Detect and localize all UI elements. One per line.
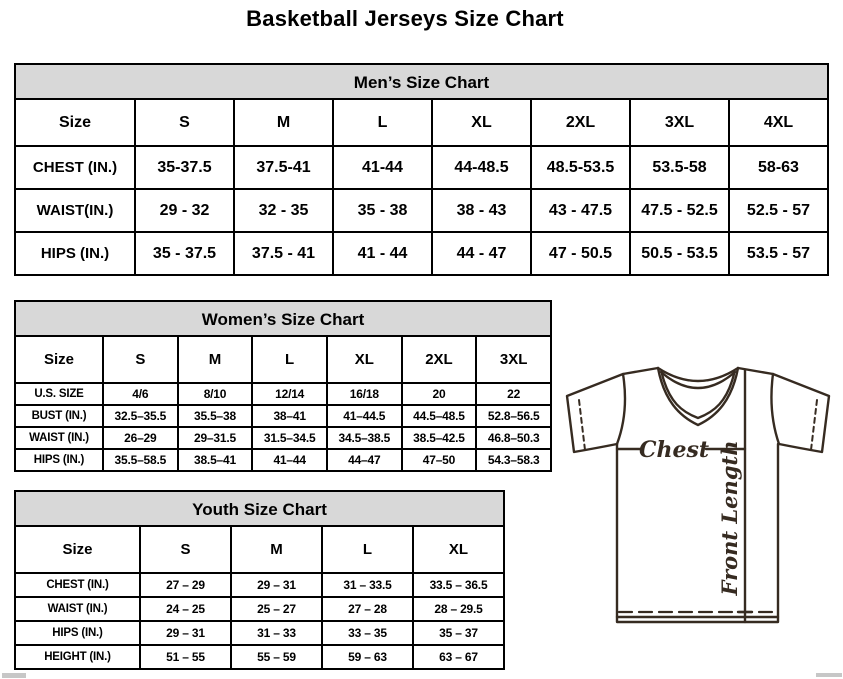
jersey-diagram-svg xyxy=(558,360,840,626)
size-value-cell: 29 – 31 xyxy=(140,621,231,645)
size-value-cell: 33 – 35 xyxy=(322,621,413,645)
scrollbar-fragment-left[interactable] xyxy=(2,673,26,678)
table-row xyxy=(15,573,504,597)
size-value-cell: 38.5–42.5 xyxy=(402,427,477,449)
size-column-header: 2XL xyxy=(531,99,630,146)
size-column-header: L xyxy=(252,336,327,383)
size-column-header: XL xyxy=(327,336,402,383)
size-column-header: S xyxy=(140,526,231,573)
size-value-cell: 48.5-53.5 xyxy=(531,146,630,189)
row-label: CHEST (IN.) xyxy=(15,573,140,597)
size-value-cell: 41–44 xyxy=(252,449,327,471)
size-value-cell: 33.5 – 36.5 xyxy=(413,573,504,597)
mens-size-chart xyxy=(14,63,829,276)
size-value-cell: 35 - 37.5 xyxy=(135,232,234,275)
size-value-cell: 35-37.5 xyxy=(135,146,234,189)
table-row xyxy=(15,383,551,405)
size-value-cell: 50.5 - 53.5 xyxy=(630,232,729,275)
size-value-cell: 32 - 35 xyxy=(234,189,333,232)
size-column-header: L xyxy=(333,99,432,146)
size-value-cell: 54.3–58.3 xyxy=(476,449,551,471)
size-value-cell: 31 – 33.5 xyxy=(322,573,413,597)
jersey-body-outline xyxy=(617,444,778,622)
size-value-cell: 20 xyxy=(402,383,477,405)
header-row xyxy=(15,336,551,383)
table-row xyxy=(15,232,828,275)
size-value-cell: 12/14 xyxy=(252,383,327,405)
jersey-measurement-diagram xyxy=(558,360,840,626)
jersey-right-cuff-dashed-line xyxy=(811,400,817,450)
size-value-cell: 29 – 31 xyxy=(231,573,322,597)
size-value-cell: 47–50 xyxy=(402,449,477,471)
size-column-header: S xyxy=(135,99,234,146)
header-row xyxy=(15,526,504,573)
row-label: WAIST (IN.) xyxy=(15,427,103,449)
size-value-cell: 28 – 29.5 xyxy=(413,597,504,621)
womens-size-table xyxy=(14,335,552,472)
youth-size-chart xyxy=(14,490,505,670)
size-value-cell: 44 - 47 xyxy=(432,232,531,275)
page-title: Basketball Jerseys Size Chart xyxy=(246,6,564,31)
size-corner-header: Size xyxy=(15,99,135,146)
size-column-header: L xyxy=(322,526,413,573)
size-value-cell: 41–44.5 xyxy=(327,405,402,427)
size-value-cell: 35.5–58.5 xyxy=(103,449,178,471)
size-value-cell: 37.5 - 41 xyxy=(234,232,333,275)
youth-size-table xyxy=(14,525,505,670)
size-value-cell: 4/6 xyxy=(103,383,178,405)
header-row xyxy=(15,99,828,146)
size-column-header: M xyxy=(231,526,322,573)
size-value-cell: 52.5 - 57 xyxy=(729,189,828,232)
size-value-cell: 59 – 63 xyxy=(322,645,413,669)
mens-chart-title: Men’s Size Chart xyxy=(14,63,829,98)
size-value-cell: 55 – 59 xyxy=(231,645,322,669)
womens-size-chart xyxy=(14,300,552,472)
size-value-cell: 53.5 - 57 xyxy=(729,232,828,275)
mens-size-table xyxy=(14,98,829,276)
scrollbar-fragment-right[interactable] xyxy=(816,673,842,677)
size-value-cell: 37.5-41 xyxy=(234,146,333,189)
size-value-cell: 52.8–56.5 xyxy=(476,405,551,427)
size-value-cell: 44-48.5 xyxy=(432,146,531,189)
size-value-cell: 35 – 37 xyxy=(413,621,504,645)
size-value-cell: 53.5-58 xyxy=(630,146,729,189)
size-value-cell: 47 - 50.5 xyxy=(531,232,630,275)
row-label: BUST (IN.) xyxy=(15,405,103,427)
table-row xyxy=(15,621,504,645)
size-value-cell: 26–29 xyxy=(103,427,178,449)
size-column-header: 2XL xyxy=(402,336,477,383)
size-value-cell: 46.8–50.3 xyxy=(476,427,551,449)
jersey-left-armhole-seam xyxy=(617,374,625,444)
size-value-cell: 25 – 27 xyxy=(231,597,322,621)
size-value-cell: 44–47 xyxy=(327,449,402,471)
jersey-left-cuff-dashed-line xyxy=(579,400,585,450)
row-label: U.S. SIZE xyxy=(15,383,103,405)
chest-label: Chest xyxy=(638,437,710,463)
size-value-cell: 32.5–35.5 xyxy=(103,405,178,427)
size-value-cell: 38–41 xyxy=(252,405,327,427)
size-value-cell: 35 - 38 xyxy=(333,189,432,232)
size-value-cell: 24 – 25 xyxy=(140,597,231,621)
table-row xyxy=(15,405,551,427)
size-value-cell: 34.5–38.5 xyxy=(327,427,402,449)
size-value-cell: 41-44 xyxy=(333,146,432,189)
table-row xyxy=(15,449,551,471)
size-column-header: M xyxy=(178,336,253,383)
size-value-cell: 35.5–38 xyxy=(178,405,253,427)
size-value-cell: 27 – 29 xyxy=(140,573,231,597)
size-value-cell: 27 – 28 xyxy=(322,597,413,621)
size-value-cell: 22 xyxy=(476,383,551,405)
table-row xyxy=(15,597,504,621)
size-value-cell: 8/10 xyxy=(178,383,253,405)
table-row xyxy=(15,189,828,232)
size-value-cell: 31 – 33 xyxy=(231,621,322,645)
size-value-cell: 31.5–34.5 xyxy=(252,427,327,449)
row-label: WAIST (IN.) xyxy=(15,597,140,621)
size-value-cell: 44.5–48.5 xyxy=(402,405,477,427)
youth-chart-title: Youth Size Chart xyxy=(14,490,505,525)
size-value-cell: 63 – 67 xyxy=(413,645,504,669)
size-value-cell: 58-63 xyxy=(729,146,828,189)
table-row xyxy=(15,427,551,449)
size-value-cell: 43 - 47.5 xyxy=(531,189,630,232)
jersey-right-armhole-seam xyxy=(771,374,779,444)
womens-chart-title: Women’s Size Chart xyxy=(14,300,552,335)
row-label: HIPS (IN.) xyxy=(15,621,140,645)
row-label: HIPS (IN.) xyxy=(15,232,135,275)
front-length-label: Front Length xyxy=(717,440,742,596)
row-label: WAIST(IN.) xyxy=(15,189,135,232)
size-value-cell: 29–31.5 xyxy=(178,427,253,449)
table-row xyxy=(15,146,828,189)
size-column-header: XL xyxy=(413,526,504,573)
size-column-header: S xyxy=(103,336,178,383)
size-column-header: 3XL xyxy=(476,336,551,383)
row-label: HEIGHT (IN.) xyxy=(15,645,140,669)
size-column-header: M xyxy=(234,99,333,146)
size-column-header: 4XL xyxy=(729,99,828,146)
size-value-cell: 16/18 xyxy=(327,383,402,405)
size-column-header: 3XL xyxy=(630,99,729,146)
size-value-cell: 29 - 32 xyxy=(135,189,234,232)
table-row xyxy=(15,645,504,669)
size-value-cell: 38 - 43 xyxy=(432,189,531,232)
size-column-header: XL xyxy=(432,99,531,146)
size-corner-header: Size xyxy=(15,336,103,383)
size-value-cell: 41 - 44 xyxy=(333,232,432,275)
size-corner-header: Size xyxy=(15,526,140,573)
row-label: HIPS (IN.) xyxy=(15,449,103,471)
size-value-cell: 38.5–41 xyxy=(178,449,253,471)
row-label: CHEST (IN.) xyxy=(15,146,135,189)
size-value-cell: 51 – 55 xyxy=(140,645,231,669)
size-value-cell: 47.5 - 52.5 xyxy=(630,189,729,232)
